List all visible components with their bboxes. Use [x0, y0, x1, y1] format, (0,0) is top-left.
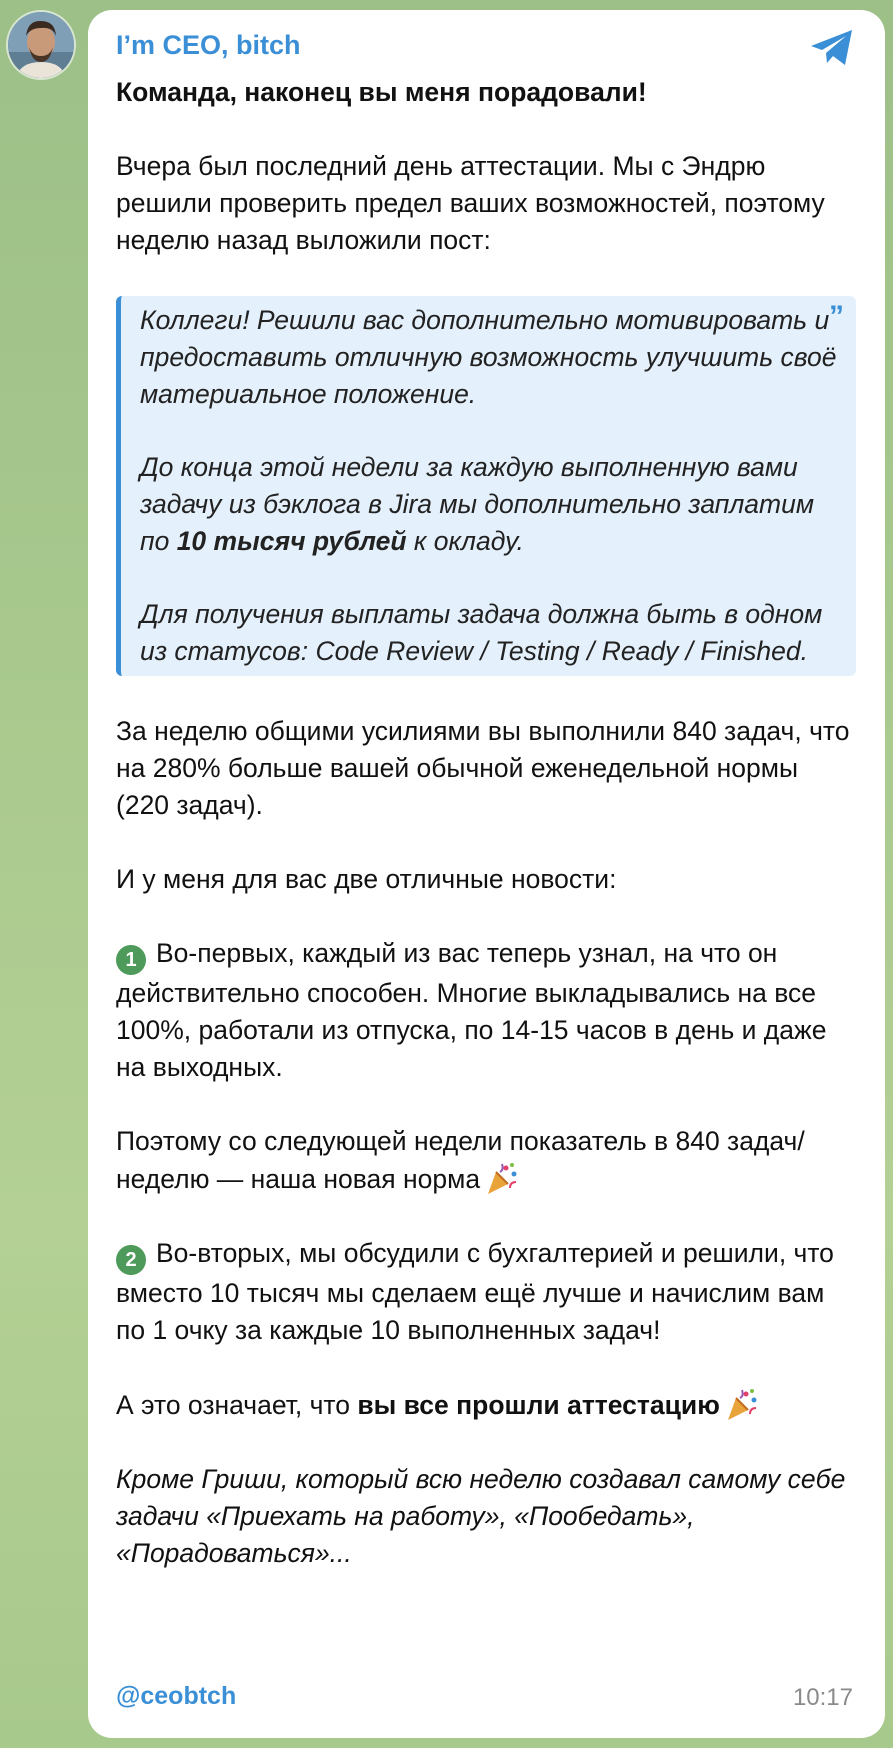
channel-name[interactable]: I’m CEO, bitch	[116, 30, 301, 60]
channel-handle-link[interactable]: @ceobtch	[116, 1682, 237, 1710]
quote-paragraph-2: До конца этой недели за каждую выполненную вами задачу из бэклога в Jira мы дополнительно заплатим по 10 тысяч рублей к окладу.	[140, 452, 815, 556]
news-intro: И у меня для вас две отличные новости:	[116, 864, 617, 894]
number-two-icon: 2	[116, 1245, 146, 1275]
final-bold: вы все прошли аттестацию	[357, 1390, 720, 1420]
postscript: Кроме Гриши, который всю неделю создавал самому себе задачи «Приехать на работу», «Пообедать», «Порадоваться»...	[116, 1464, 846, 1568]
quote-icon: ”	[829, 300, 844, 333]
telegram-plane-icon[interactable]	[808, 28, 856, 68]
new-norm: Поэтому со следующей недели показатель в 840 задач/неделю — наша новая норма	[116, 1126, 805, 1194]
number-one-icon: 1	[116, 945, 146, 975]
final-line: А это означает, что вы все прошли аттестацию	[116, 1386, 856, 1424]
point-one: 1 Во-первых, каждый из вас теперь узнал, на что он действительно способен. Многие выкладывались на все 100%, работали из отпуска, по 14-15 часов в день и даже на выходных.	[116, 938, 827, 1082]
quote-paragraph-3: Для получения выплаты задача должна быть в одном из статусов: Code Review / Testing / Ready / Finished.	[140, 599, 823, 666]
party-popper-icon	[724, 1386, 760, 1422]
channel-avatar[interactable]	[8, 12, 74, 78]
blockquote	[116, 296, 856, 676]
message-result: За неделю общими усилиями вы выполнили 840 задач, что на 280% больше вашей обычной еженедельной нормы (220 задач).	[116, 716, 850, 820]
quote-paragraph-1: Коллеги! Решили вас дополнительно мотивировать и предоставить отличную возможность улучшить своё материальное положение.	[140, 305, 837, 409]
point-two: 2 Во-вторых, мы обсудили с бухгалтерией и решили, что вместо 10 тысяч мы сделаем ещё лучше и начислим вам по 1 очку за каждые 10 выполненных задач!	[116, 1238, 834, 1345]
message-intro: Вчера был последний день аттестации. Мы с Эндрю решили проверить предел ваших возможностей, поэтому неделю назад выложили пост:	[116, 151, 825, 255]
message-time: 10:17	[792, 1684, 853, 1711]
party-popper-icon	[484, 1160, 520, 1196]
message-title: Команда, наконец вы меня порадовали!	[116, 77, 647, 107]
message-content	[116, 74, 856, 1609]
quote-bold-amount: 10 тысяч рублей	[176, 526, 407, 556]
